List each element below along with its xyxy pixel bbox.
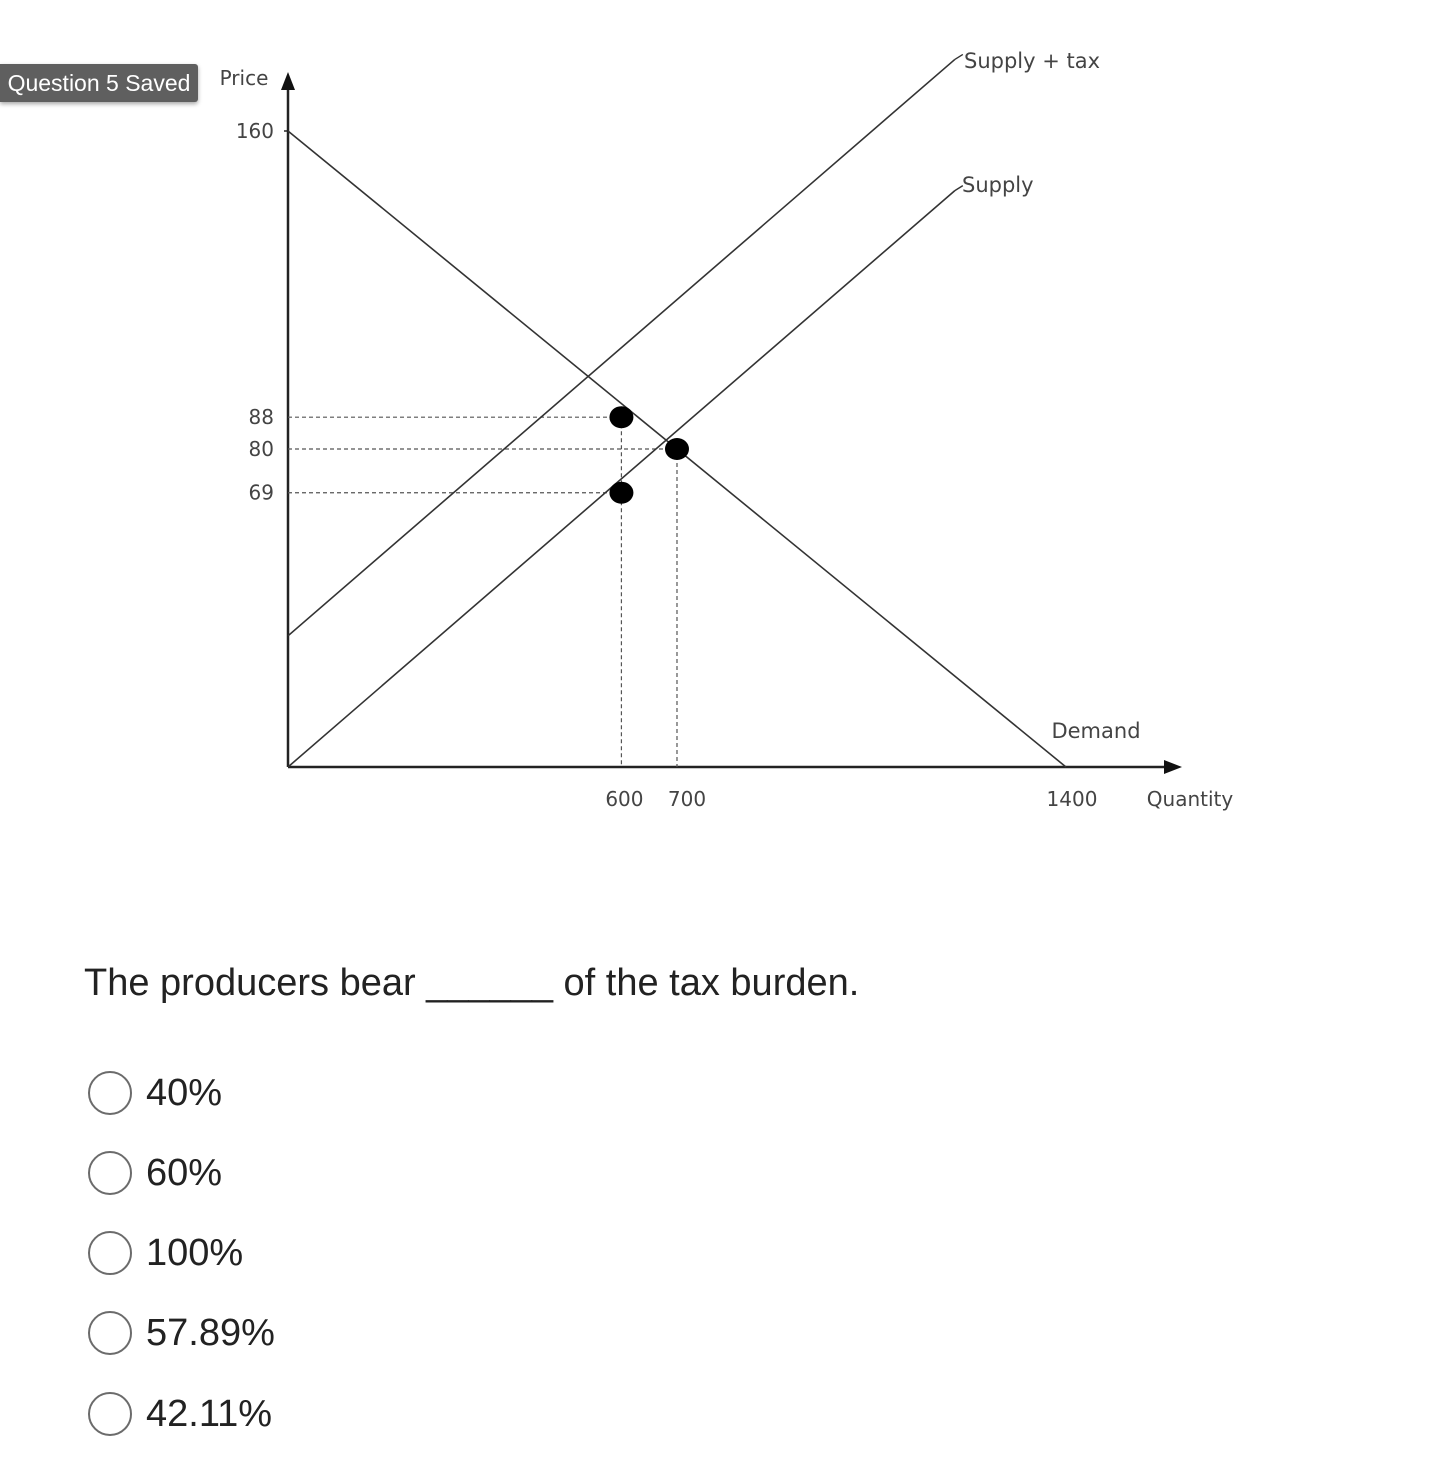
y-axis-label: Price	[219, 66, 269, 90]
radio-button[interactable]	[88, 1071, 132, 1115]
question-text: The producers bear ______ of the tax burden.	[84, 962, 860, 1004]
option-label: 42.11%	[146, 1392, 273, 1435]
supply-tax-curve	[288, 59, 955, 635]
y-tick-label-80: 80	[248, 437, 274, 461]
y-tick-label-88: 88	[248, 405, 274, 430]
equilibrium-point-0	[609, 406, 633, 428]
y-tick-label-69: 69	[248, 480, 274, 505]
option-2[interactable]	[88, 1148, 222, 1198]
radio-button[interactable]	[88, 1311, 132, 1355]
x-axis-label: Quantity	[1146, 787, 1234, 811]
radio-button[interactable]	[88, 1231, 132, 1275]
option-label: 60%	[146, 1151, 223, 1194]
supply-tax-label: Supply + tax	[964, 49, 1101, 73]
radio-button[interactable]	[88, 1392, 132, 1436]
option-label: 40%	[146, 1071, 223, 1114]
option-1[interactable]	[88, 1068, 222, 1118]
x-tick-label-700: 700	[667, 787, 707, 811]
option-3[interactable]	[88, 1228, 243, 1278]
demand-label: Demand	[1051, 719, 1141, 743]
option-label: 57.89%	[146, 1311, 275, 1354]
x-axis-arrow	[1164, 760, 1182, 774]
supply-label: Supply	[962, 173, 1034, 197]
option-label: 100%	[146, 1231, 244, 1274]
x-tick-label-1400: 1400	[1046, 787, 1098, 811]
equilibrium-point-1	[665, 438, 689, 460]
option-5[interactable]	[88, 1389, 272, 1439]
equilibrium-point-2	[609, 482, 633, 504]
radio-button[interactable]	[88, 1151, 132, 1195]
y-tick-label-160: 160	[235, 119, 274, 143]
x-tick-label-600: 600	[605, 787, 644, 811]
question-saved-badge: Question 5 Saved	[0, 64, 198, 102]
supply-curve	[288, 191, 955, 767]
y-axis-arrow	[281, 72, 295, 90]
supply-tax-label-leader	[955, 54, 963, 59]
option-4[interactable]	[88, 1308, 275, 1358]
